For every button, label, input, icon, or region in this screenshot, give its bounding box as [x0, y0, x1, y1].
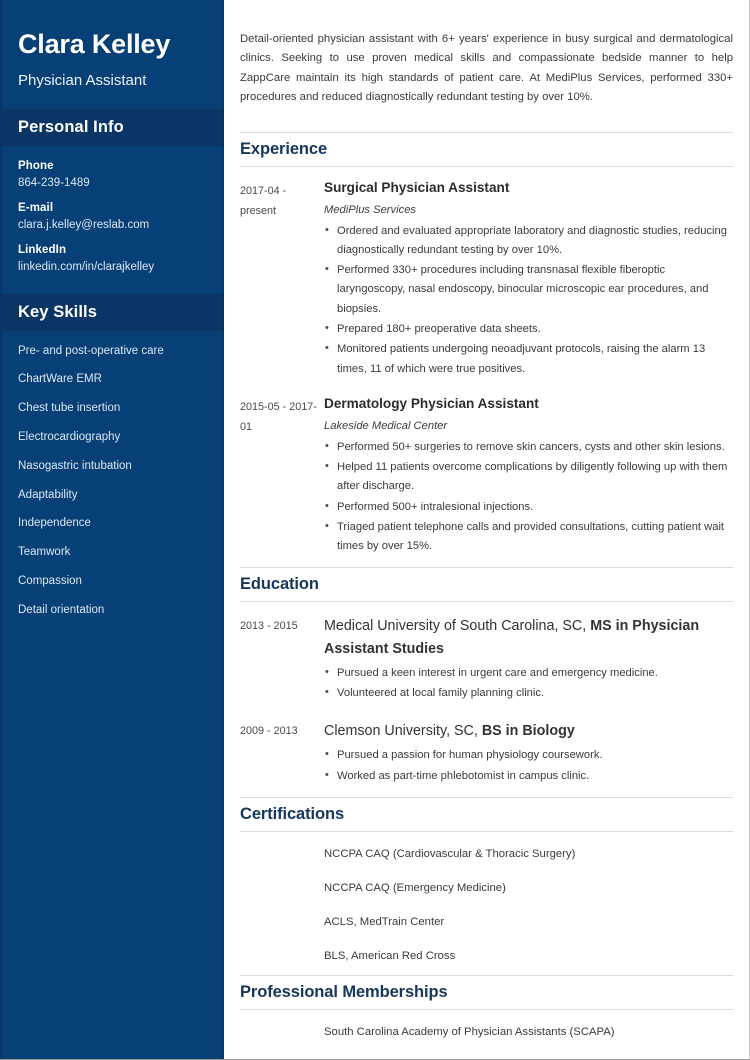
list-item: BLS, American Red Cross [324, 950, 456, 963]
section-title: Certifications [240, 804, 345, 823]
skill-item: ChartWare EMR [18, 373, 102, 386]
contact-label: Phone [18, 159, 54, 172]
section-header-experience [240, 132, 733, 167]
contact-value[interactable]: clara.j.kelley@reslab.com [18, 218, 150, 231]
list-item: • Pursued a passion for human physiology coursework. [324, 746, 733, 765]
entry-body [324, 615, 733, 704]
section-title: Experience [240, 139, 328, 158]
education-detail-list [324, 746, 733, 786]
contact-label: LinkedIn [18, 243, 67, 256]
list-item: ACLS, MedTrain Center [324, 916, 445, 929]
contact-item-phone [18, 160, 208, 189]
list-item: NCCPA CAQ (Cardiovascular & Thoracic Surgery) [324, 847, 576, 860]
section-header-certifications [240, 797, 733, 832]
section-experience [240, 132, 733, 558]
skill-item: Nasogastric intubation [18, 459, 132, 472]
entry-body [324, 720, 733, 787]
responsibility-list [324, 438, 733, 557]
skill-item: Adaptability [18, 488, 78, 501]
school-name: Clemson University, SC, [324, 723, 482, 740]
list-item: • Pursued a keen interest in urgent care and emergency medicine. [324, 664, 733, 683]
section-certifications [240, 797, 733, 965]
list-item: • Triaged patient telephone calls and provided consultations, cutting patient wait times by over 15%. [324, 518, 733, 557]
degree-name: BS in Biology [481, 723, 575, 740]
membership-list [240, 1023, 733, 1041]
skill-item: Chest tube insertion [18, 402, 121, 415]
skill-item: Electrocardiography [18, 431, 121, 444]
education-title [324, 720, 733, 742]
list-item: • Worked as part-time phlebotomist in campus clinic. [324, 767, 733, 786]
skill-item: Compassion [18, 575, 82, 588]
employer-name: Lakeside Medical Center [324, 419, 448, 432]
entry-dates: 2017-04 - present [240, 184, 287, 217]
skill-item: Pre- and post-operative care [18, 344, 164, 357]
entry-dates: 2009 - 2013 [240, 725, 298, 738]
section-header-memberships [240, 975, 733, 1010]
certification-list [240, 845, 733, 965]
job-title: Dermatology Physician Assistant [324, 395, 539, 411]
list-item: • Ordered and evaluated appropriate laboratory and diagnostic studies, reducing diagnostically redundant testing by over 10%. [324, 222, 733, 261]
list-item: • Volunteered at local family planning clinic. [324, 684, 733, 703]
personal-info-header [2, 109, 224, 146]
contact-value[interactable]: linkedin.com/in/clarajkelley [18, 260, 155, 273]
contact-value[interactable]: 864-239-1489 [18, 176, 90, 189]
list-item: • Monitored patients undergoing neoadjuvant protocols, raising the alarm 13 times, 11 of which were true positives. [324, 340, 733, 379]
list-item: • Prepared 180+ preoperative data sheets. [324, 320, 733, 339]
entry-dates: 2015-05 - 2017-01 [240, 400, 317, 433]
skill-item: Teamwork [18, 546, 71, 559]
sidebar [0, 0, 224, 1059]
degree-name: MS in Physician Assistant Studies [324, 618, 700, 657]
key-skills-list [2, 331, 224, 628]
skill-item: Independence [18, 517, 91, 530]
section-header-education [240, 567, 733, 602]
education-title [324, 615, 733, 659]
list-item: • Performed 50+ surgeries to remove skin cancers, cysts and other skin lesions. [324, 438, 733, 457]
entry-dates: 2013 - 2015 [240, 620, 298, 633]
professional-summary: Detail-oriented physician assistant with 6+ years' experience in busy surgical and dermatological clinics. Seeking to use proven medical skills and compassionate bedside manner to help ZappCare maintain its high standards of patient care. At MediPlus Services, performed 330+ procedures and reduced diagnostically redundant testing by over 10%. [240, 33, 733, 104]
experience-entry [240, 180, 733, 380]
contact-label: E-mail [18, 201, 54, 214]
personal-info-heading: Personal Info [18, 117, 124, 136]
main-column [224, 0, 749, 1059]
identity-block [2, 0, 224, 109]
section-memberships [240, 975, 733, 1041]
school-name: Medical University of South Carolina, SC, [324, 618, 591, 635]
list-item: • Performed 330+ procedures including transnasal flexible fiberoptic laryngoscopy, nasal endoscopy, binocular microscopic ear procedures, and biopsies. [324, 261, 733, 319]
contact-item-email [18, 202, 208, 231]
key-skills-heading: Key Skills [18, 302, 97, 321]
section-education [240, 567, 733, 787]
list-item: NCCPA CAQ (Emergency Medicine) [324, 881, 506, 894]
education-detail-list [324, 664, 733, 704]
education-entry [240, 615, 733, 704]
candidate-job-title: Physician Assistant [18, 71, 147, 89]
experience-entry [240, 396, 733, 558]
section-title: Education [240, 575, 319, 594]
key-skills-header [2, 294, 224, 331]
contact-item-linkedin [18, 244, 208, 273]
list-item: • Performed 500+ intralesional injections. [324, 498, 733, 517]
skill-item: Detail orientation [18, 603, 105, 616]
employer-name: MediPlus Services [324, 203, 417, 216]
list-item: South Carolina Academy of Physician Assistants (SCAPA) [324, 1026, 615, 1039]
education-entry [240, 720, 733, 787]
candidate-name: Clara Kelley [18, 29, 171, 59]
entry-body [324, 396, 733, 558]
section-title: Professional Memberships [240, 983, 448, 1002]
personal-info-list [2, 146, 224, 294]
entry-body [324, 180, 733, 380]
list-item: • Helped 11 patients overcome complications by diligently following up with them after discharge. [324, 458, 733, 497]
responsibility-list [324, 222, 733, 379]
job-title: Surgical Physician Assistant [324, 179, 510, 195]
